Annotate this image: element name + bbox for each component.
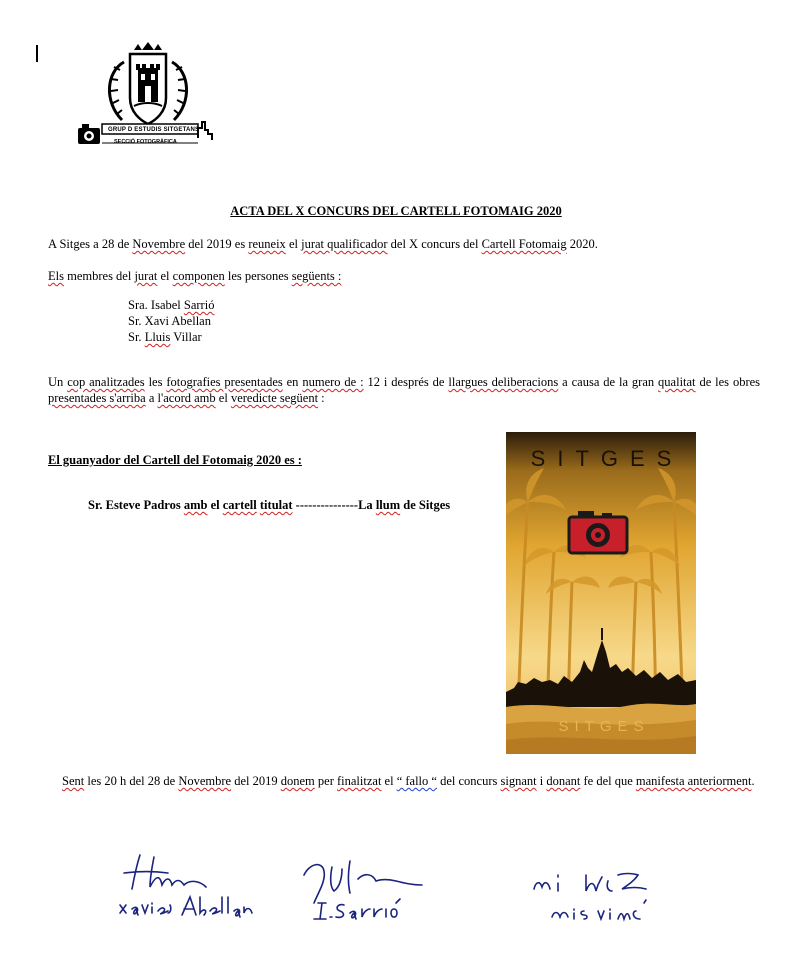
signature-lluis-villar xyxy=(528,845,668,930)
members-intro: Els membres del jurat el componen les persones següents : xyxy=(48,269,342,283)
jury-member: Sr. Lluis Villar xyxy=(128,330,202,344)
document-title: ACTA DEL X CONCURS DEL CARTELL FOTOMAIG 2020 xyxy=(230,204,562,218)
analysis-paragraph: Un cop analitzades les fotografies presentades en numero de : 12 i després de llargues deliberacions a causa de la gran qualitat de les obres presentades s'arriba a l'acord amb el veredicte següent : xyxy=(48,375,761,405)
closing-paragraph: Sent les 20 h del 28 de Novembre del 2019 donem per finalitzat el “ fallo “ del concurs signant i donant fe del que manifesta anteriorment. xyxy=(62,774,755,788)
grup-estudis-logo xyxy=(76,42,216,152)
signature-xavier-abellan xyxy=(110,845,260,930)
signature-isabel-sarrio xyxy=(296,845,436,930)
poster-bottom-text: SITGES xyxy=(558,718,650,735)
logo-text-line1: GRUP D ESTUDIS SITGETANS xyxy=(108,127,200,133)
logo-text-line2: SECCIÓ FOTOGRÀFICA xyxy=(114,139,177,145)
winner-heading: El guanyador del Cartell del Fotomaig 2020 es : xyxy=(48,453,302,467)
intro-paragraph: A Sitges a 28 de Novembre del 2019 es reuneix el jurat qualificador del X concurs del Cartell Fotomaig 2020. xyxy=(48,237,598,251)
poster-title: SITGES xyxy=(530,446,684,471)
winning-poster-image xyxy=(506,432,696,754)
jury-member: Sr. Xavi Abellan xyxy=(128,314,211,328)
winner-line: Sr. Esteve Padros amb el cartell titulat ---------------La llum de Sitges xyxy=(88,498,451,512)
jury-member: Sra. Isabel Sarrió xyxy=(128,298,215,312)
text-cursor xyxy=(36,45,38,62)
